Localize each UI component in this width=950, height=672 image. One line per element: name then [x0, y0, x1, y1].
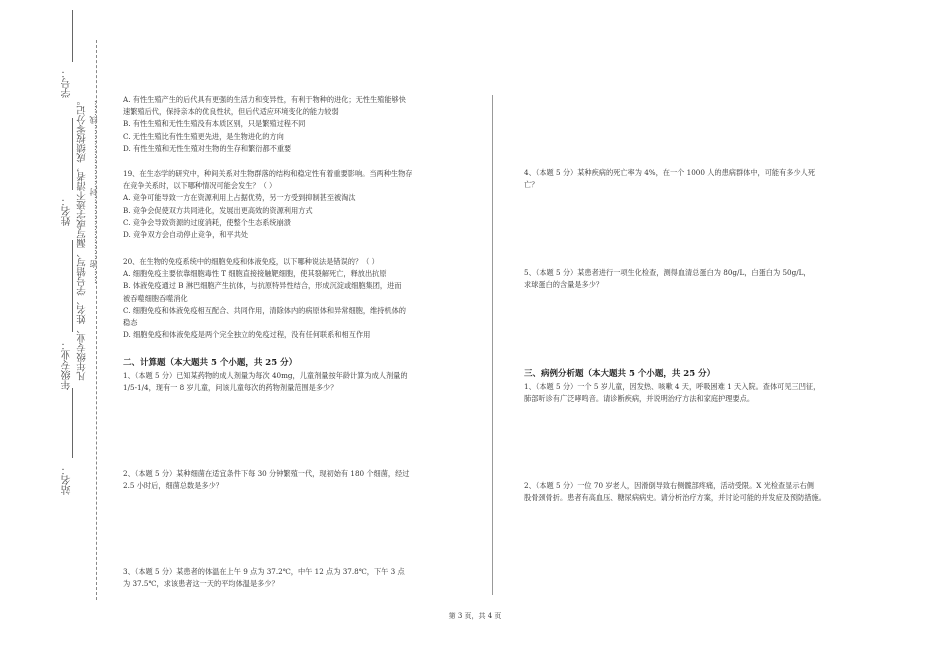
school-line — [72, 388, 73, 458]
calc4-line2: 亡？ — [524, 180, 539, 190]
case1-line1: 1、（本题 5 分）一个 5 岁儿童，因发热、咳嗽 4 天，呼吸困难 1 天入院。查体可见三凹征， — [524, 382, 821, 391]
calc1-line2: 1/5-1/4，现有一 8 岁儿童，问该儿童每次的药物剂量范围是多少？ — [123, 383, 338, 393]
calc-question-5 — [524, 267, 811, 291]
q18-option-d: D. 有性生殖和无性生殖对生物的生存和繁衍都不重要 — [123, 143, 292, 153]
column-divider — [492, 95, 493, 595]
calc3-line2: 为 37.5℃，求该患者这一天的平均体温是多少？ — [123, 579, 279, 589]
grade-major-line — [72, 240, 73, 332]
q20-option-c-line1: C. 细胞免疫和体液免疫相互配合、共同作用，清除体内的病原体和异常细胞，维持机体的 — [123, 305, 406, 315]
grade-major-label: 年级专业： — [62, 340, 73, 390]
q19-option-d: D. 竞争双方会自动停止竞争，和平共处 — [123, 230, 249, 240]
q18-option-b: B. 有性生殖和无性生殖没有本质区别，只是繁殖过程不同 — [123, 119, 306, 129]
notice-text: 凡年级专业、姓名、学号错写、漏写或字迹不清者，成绩按零分记。 — [77, 96, 88, 381]
q18-option-a-line1: A. 有性生殖产生的后代具有更强的生活力和变异性，有利于物种的进化；无性生殖能够快 — [123, 95, 406, 104]
q20-option-b-line1: B. 体液免疫通过 B 淋巴细胞产生抗体，与抗原特异性结合，形成沉淀或细胞集团，进而 — [123, 281, 402, 291]
seal-line-text: ……密……………………封……………………线…… — [89, 100, 98, 284]
calc4-line1: 4、（本题 5 分）某种疾病的死亡率为 4%，在一个 1000 人的患病群体中，可能有多少人死 — [524, 168, 816, 177]
calc-question-3 — [123, 566, 405, 590]
calc-question-2 — [123, 468, 410, 492]
calc2-line1: 2、（本题 5 分）某种细菌在适宜条件下每 30 分钟繁殖一代，现初始有 180 个细菌，经过 — [123, 469, 410, 478]
calc-question-4 — [524, 167, 815, 191]
binding-margin — [0, 0, 105, 672]
name-line — [72, 118, 73, 190]
case-question-2 — [524, 480, 826, 504]
q20-option-b-line2: 被吞噬细胞吞噬消化 — [123, 293, 188, 303]
school-label: 站名： — [62, 465, 73, 495]
section-2-title: 二、计算题（本大题共 5 个小题，共 25 分） — [123, 358, 298, 368]
q18-option-c: C. 无性生殖比有性生殖更先进，是生物进化的方向 — [123, 131, 284, 141]
q19-stem-line1: 19、在生态学的研究中，种间关系对生物群落的结构和稳定性有着重要影响。当两种生物存 — [123, 169, 413, 178]
q20-option-c-line2: 稳态 — [123, 318, 138, 328]
calc-question-1 — [123, 370, 408, 394]
name-label: 姓名： — [62, 196, 73, 226]
calc2-line2: 2.5 小时后，细菌总数是多少？ — [123, 481, 223, 491]
calc5-line1: 5、（本题 5 分）某患者进行一项生化检查，测得血清总蛋白为 80g/L，白蛋白为 50g/L， — [524, 268, 811, 277]
q18-option-a-line2: 速繁殖后代，保持亲本的优良性状，但后代适应环境变化的能力较弱 — [123, 107, 339, 117]
question-19 — [123, 168, 412, 241]
q19-stem-line2: 在竞争关系时，以下哪种情况可能会发生？（ ） — [123, 181, 277, 191]
case2-line1: 2、（本题 5 分）一位 70 岁老人，因滑倒导致右侧髋部疼痛，活动受限。X 光检查显示右侧 — [524, 481, 814, 490]
section-3-title: 三、病例分析题（本大题共 5 个小题，共 25 分） — [524, 369, 716, 379]
q19-option-a: A. 竞争可能导致一方在资源利用上占据优势，另一方受到抑制甚至被淘汰 — [123, 193, 356, 203]
q20-option-d: D. 细胞免疫和体液免疫是两个完全独立的免疫过程，没有任何联系和相互作用 — [123, 330, 371, 340]
q20-stem: 20、在生物的免疫系统中的细胞免疫和体液免疫，以下哪种说法是错误的？（ ） — [123, 257, 379, 266]
case1-line2: 肺部听诊有广泛哮鸣音。请诊断疾病，并说明治疗方法和家庭护理要点。 — [524, 394, 755, 404]
seal-dashed-line — [96, 40, 97, 600]
student-id-line — [72, 10, 73, 62]
case2-line2: 股骨颈骨折。患者有高血压、糖尿病病史。请分析治疗方案，并讨论可能的并发症及预防措施。 — [524, 493, 826, 503]
calc3-line1: 3、（本题 5 分）某患者的体温在上午 9 点为 37.2℃，中午 12 点为 37.8℃，下午 3 点 — [123, 567, 405, 576]
q19-option-b: B. 竞争会促使双方共同进化，发展出更高效的资源利用方式 — [123, 205, 313, 215]
question-20 — [123, 256, 406, 341]
question-18-options — [123, 94, 406, 155]
case-question-1 — [524, 381, 820, 405]
calc1-line1: 1、（本题 5 分）已知某药物的成人剂量为每次 40mg，儿童剂量按年龄计算为成人剂量的 — [123, 371, 408, 380]
calc5-line2: 求球蛋白的含量是多少？ — [524, 280, 604, 290]
page-footer: 第 3 页，共 4 页 — [448, 612, 502, 620]
student-id-label: 学号： — [62, 68, 73, 98]
q19-option-c: C. 竞争会导致资源的过度消耗，使整个生态系统崩溃 — [123, 217, 291, 227]
q20-option-a: A. 细胞免疫主要依靠细胞毒性 T 细胞直接接触靶细胞，使其裂解死亡，释放出抗原 — [123, 269, 387, 279]
